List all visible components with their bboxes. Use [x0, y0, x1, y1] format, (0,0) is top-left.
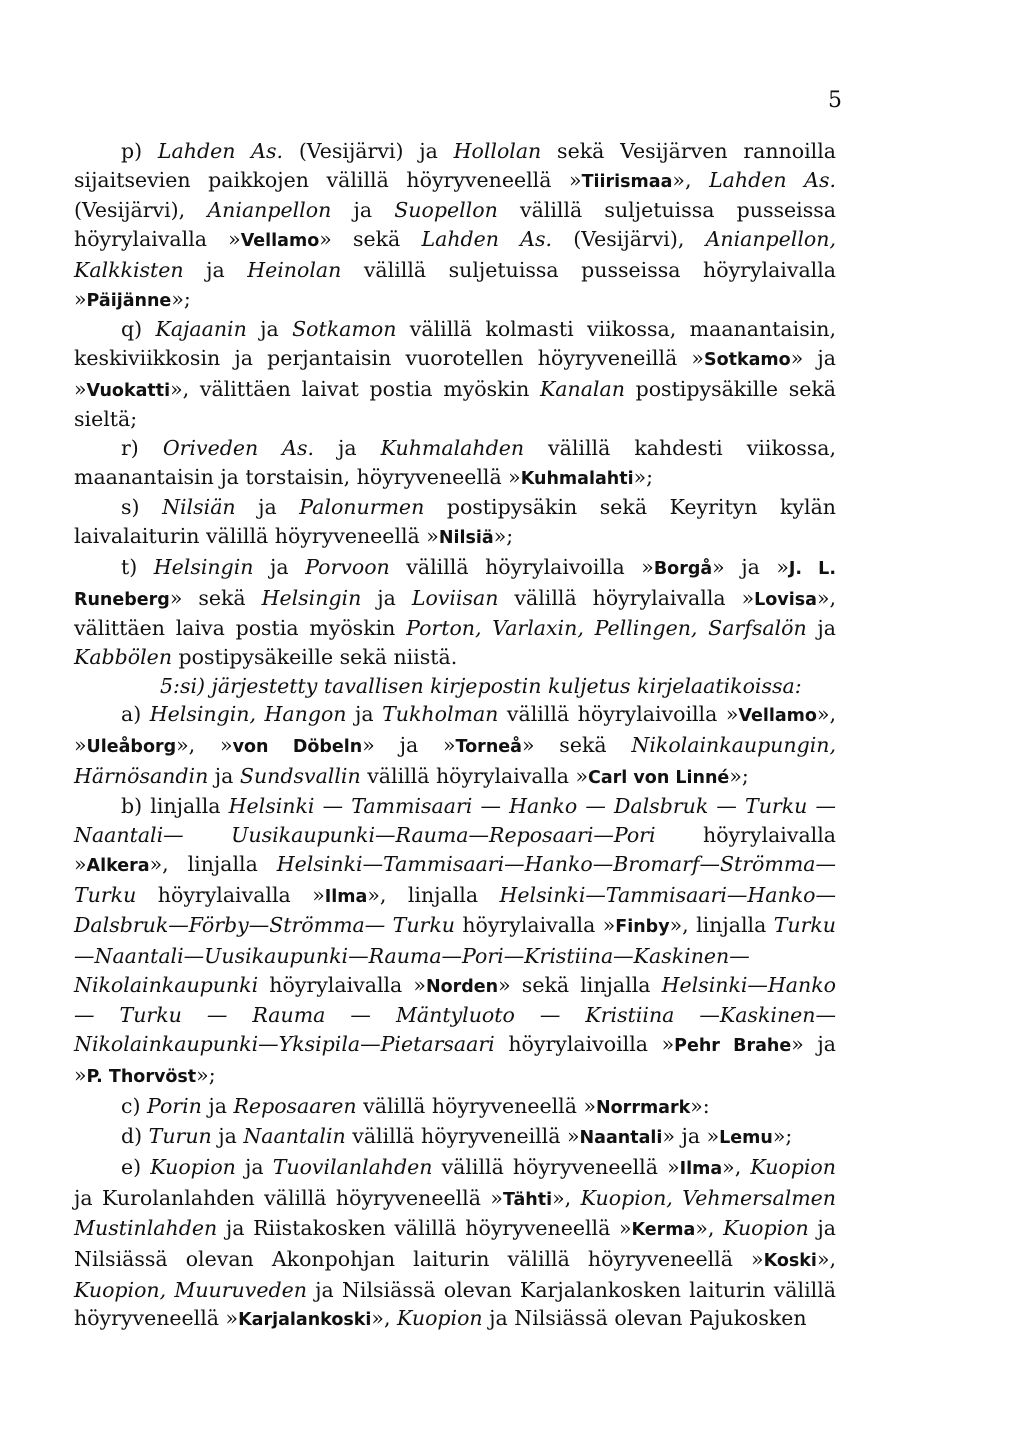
- text-run: (Vesijärvi),: [552, 227, 706, 252]
- text-run: ja: [201, 1093, 234, 1118]
- text-run: ja Riistakosken välillä höyryveneellä »: [217, 1216, 632, 1241]
- vessel-name: Pehr Brahe: [674, 1036, 792, 1057]
- text-run: ja: [246, 317, 293, 342]
- vessel-name: Tiirismaa: [581, 171, 673, 192]
- place-name: Kajaanin: [155, 317, 247, 342]
- place-name: Helsingin: [261, 585, 362, 610]
- text-run: c): [121, 1093, 147, 1118]
- vessel-name: Borgå: [653, 558, 713, 579]
- place-name: Helsingin: [153, 554, 254, 579]
- vessel-name: Koski: [763, 1251, 817, 1272]
- text-run: välillä kolmasti viikossa, maanantaisin, keskiviikkosin ja perjantaisin vuorotellen höyryveneillä »: [74, 317, 836, 370]
- paragraph: [74, 493, 836, 552]
- text-run: välillä suljetuissa pusseissa höyrylaivalla »: [74, 198, 836, 252]
- vessel-name: P. Thorvöst: [86, 1066, 197, 1087]
- text-run: » ja »: [74, 345, 837, 401]
- text-run: välillä höyrylaivoilla »: [498, 702, 739, 727]
- place-name: Kuopion: [397, 1306, 483, 1331]
- text-run: ja: [346, 702, 383, 727]
- text-run: », linjalla: [669, 913, 774, 938]
- text-run: s): [121, 495, 163, 520]
- place-name: Helsinki — Tammisaari — Hanko — Dalsbruk — Turku — Naantali— Uusikaupunki—Rauma—Reposaari—Pori: [74, 794, 836, 848]
- text-run: »,: [722, 1154, 751, 1179]
- text-run: ja: [331, 198, 395, 223]
- place-name: Kuopion, Muuruveden: [74, 1277, 307, 1302]
- text-run: välillä höyryveneellä »: [356, 1093, 597, 1118]
- text-run: », välittäen laiva postia myöskin: [74, 585, 836, 641]
- vessel-name: Vellamo: [240, 231, 320, 252]
- text-run: », välittäen laivat postia myöskin: [170, 376, 540, 401]
- text-run: »;: [171, 286, 191, 311]
- vessel-name: Norrmark: [596, 1097, 691, 1118]
- place-name: Lahden As.: [157, 139, 284, 163]
- text-run: höyrylaivalla »: [258, 972, 426, 997]
- place-name: Lahden As.: [421, 227, 553, 252]
- place-name: Helsinki—Tammisaari—Hanko—Bromarf—Strömma—Turku: [74, 851, 836, 907]
- vessel-name: Kuhmalahti: [520, 468, 634, 489]
- text-run: välillä suljetuissa pusseissa höyrylaivalla »: [74, 257, 836, 311]
- text-run: »:: [690, 1093, 710, 1118]
- text-run: postipysäkin sekä Keyrityn kylän laivalaiturin välillä höyryveneellä »: [74, 495, 836, 549]
- vessel-name: Torneå: [455, 737, 522, 758]
- text-run: », linjalla: [367, 882, 500, 907]
- text-run: », linjalla: [149, 851, 277, 876]
- text-run: a): [121, 702, 150, 727]
- text-run: d): [121, 1124, 149, 1149]
- place-name: Lahden As.: [709, 167, 836, 192]
- vessel-name: Kerma: [631, 1220, 696, 1241]
- place-name: Helsinki—Tammisaari—Hanko—Dalsbruk—Förby—Strömma— Turku: [74, 882, 836, 938]
- text-run: höyrylaivalla »: [136, 882, 325, 907]
- text-run: »;: [729, 763, 749, 788]
- place-name: Palonurmen: [299, 495, 425, 520]
- text-run: t): [121, 554, 154, 579]
- vessel-name: Uleåborg: [86, 737, 177, 758]
- vessel-name: Sotkamo: [703, 349, 791, 370]
- place-name: Helsingin, Hangon: [149, 702, 347, 727]
- text-run: »,: [552, 1185, 581, 1210]
- vessel-name: Norden: [425, 976, 499, 997]
- vessel-name: Karjalankoski: [238, 1310, 372, 1331]
- place-name: Hollolan: [453, 139, 542, 163]
- vessel-name: Lovisa: [754, 589, 817, 610]
- text-run: (Vesijärvi) ja: [283, 139, 454, 163]
- vessel-name: J. L. Runeberg: [74, 558, 836, 610]
- text-run: »;: [196, 1062, 216, 1087]
- vessel-name: Päijänne: [86, 290, 172, 311]
- text-run: », »: [176, 733, 233, 758]
- place-name: Reposaaren: [233, 1093, 357, 1118]
- vessel-name: von Döbeln: [232, 737, 363, 758]
- text-run: »,: [672, 167, 710, 192]
- place-name: Anianpellon: [207, 198, 332, 223]
- place-name: Nilsiän: [162, 495, 236, 520]
- paragraph: [74, 137, 836, 315]
- paragraph: [74, 792, 836, 1091]
- text-run: välillä höyryveneellä »: [432, 1154, 680, 1179]
- place-name: Nikolainkaupungin, Härnösandin: [74, 733, 836, 788]
- vessel-name: Vuokatti: [86, 380, 171, 401]
- text-run: » ja »: [712, 554, 789, 579]
- body-text: [74, 137, 836, 1335]
- place-name: Turun: [148, 1124, 212, 1149]
- place-name: Kabbölen: [74, 644, 173, 669]
- text-run: höyrylaivoilla »: [494, 1032, 675, 1057]
- place-name: Kuhmalahden: [380, 436, 525, 461]
- text-run: »,: [695, 1216, 724, 1241]
- text-run: välillä höyrylaivalla »: [360, 763, 589, 788]
- vessel-name: Ilma: [679, 1158, 723, 1179]
- paragraph: [74, 1122, 836, 1153]
- text-run: höyrylaivalla »: [454, 913, 616, 938]
- text-run: postipysäkeille sekä niistä.: [172, 644, 458, 669]
- vessel-name: Vellamo: [738, 706, 817, 727]
- vessel-name: Finby: [615, 917, 670, 938]
- place-name: Anianpellon, Kalkkisten: [74, 227, 836, 282]
- place-name: Kuopion: [723, 1216, 809, 1241]
- text-run: », »: [74, 702, 836, 758]
- paragraph: [74, 315, 836, 434]
- paragraph: [74, 700, 836, 792]
- place-name: Naantalin: [243, 1124, 346, 1149]
- text-run: » sekä: [319, 227, 422, 252]
- place-name: Oriveden As.: [162, 436, 315, 461]
- text-run: ja: [235, 1154, 273, 1179]
- text-run: postipysäkille sekä sieltä;: [74, 376, 837, 432]
- text-run: ja Kurolanlahden välillä höyryveneellä »: [74, 1185, 503, 1210]
- paragraph: [74, 1092, 836, 1123]
- place-name: Porvoon: [305, 554, 390, 579]
- text-run: (Vesijärvi),: [74, 198, 208, 223]
- paragraph: [74, 553, 836, 672]
- text-run: höyrylaivalla »: [74, 823, 836, 876]
- text-run: ja: [806, 616, 836, 641]
- text-run: »,: [371, 1306, 397, 1331]
- text-run: välillä kahdesti viikossa, maanantaisin ja torstaisin, höyryveneellä »: [74, 436, 836, 489]
- paragraph: [74, 1153, 836, 1335]
- paragraph: [74, 434, 836, 493]
- vessel-name: Carl von Linné: [588, 767, 730, 788]
- place-name: Helsinki—Hanko — Turku — Rauma — Mäntyluoto — Kristiina —Kaskinen—Nikolainkaupunki—Yksipila—Pietarsaari: [74, 972, 836, 1057]
- place-name: Suopellon: [394, 198, 498, 223]
- vessel-name: Alkera: [86, 855, 150, 876]
- text-run: ja: [361, 585, 412, 610]
- text-run: » ja »: [74, 1032, 836, 1087]
- text-run: »;: [633, 464, 654, 489]
- text-run: q): [121, 317, 156, 342]
- place-name: Kuopion: [150, 1154, 236, 1179]
- text-run: » sekä: [169, 585, 262, 610]
- text-run: ja Nilsiässä olevan Karjalankosken laiturin välillä höyryveneellä »: [74, 1277, 836, 1331]
- text-run: »,: [816, 1247, 836, 1272]
- text-run: p): [121, 139, 158, 163]
- place-name: 5:si) järjestetty tavallisen kirjepostin kuljetus kirjelaatikoissa:: [160, 673, 802, 698]
- text-run: » ja »: [362, 733, 456, 758]
- vessel-name: Ilma: [324, 886, 368, 907]
- text-run: välillä höyryveneillä »: [345, 1124, 580, 1149]
- place-name: Tukholman: [382, 702, 499, 727]
- section-heading: [74, 672, 836, 701]
- text-run: » sekä: [521, 733, 632, 758]
- text-run: e): [121, 1154, 151, 1179]
- place-name: Tuovilanlahden: [272, 1154, 433, 1179]
- place-name: Porton, Varlaxin, Pellingen, Sarfsalön: [406, 616, 807, 641]
- text-run: välillä höyrylaivalla »: [498, 585, 755, 610]
- text-run: ja Nilsiässä olevan Akonpohjan laiturin välillä höyryveneellä »: [74, 1216, 836, 1272]
- vessel-name: Lemu: [719, 1128, 773, 1149]
- place-name: Sundsvallin: [239, 763, 361, 788]
- text-run: »;: [772, 1124, 793, 1149]
- place-name: Turku —Naantali—Uusikaupunki—Rauma—Pori—Kristiina—Kaskinen—Nikolainkaupunki: [74, 913, 837, 997]
- vessel-name: Naantali: [579, 1128, 663, 1149]
- place-name: Kuopion, Vehmersalmen Mustinlahden: [74, 1185, 837, 1241]
- place-name: Heinolan: [247, 257, 342, 282]
- text-run: » ja »: [662, 1124, 720, 1149]
- text-run: ja: [235, 495, 300, 520]
- text-run: ja: [211, 1124, 244, 1149]
- text-run: sekä Vesijärven rannoilla sijaitsevien paikkojen välillä höyryveneellä »: [74, 139, 836, 192]
- place-name: Porin: [147, 1093, 202, 1118]
- text-run: ja: [208, 763, 240, 788]
- text-run: ja: [314, 436, 381, 461]
- text-run: »;: [493, 524, 514, 549]
- text-run: r): [121, 436, 163, 461]
- text-run: välillä höyrylaivoilla »: [389, 554, 654, 579]
- vessel-name: Nilsiä: [438, 528, 494, 549]
- text-run: b) linjalla: [121, 794, 229, 819]
- place-name: Kanalan: [539, 376, 625, 401]
- text-run: » sekä linjalla: [498, 972, 662, 997]
- place-name: Kuopion: [750, 1154, 836, 1179]
- place-name: Sotkamon: [292, 317, 397, 342]
- text-run: ja: [253, 554, 306, 579]
- text-run: ja Nilsiässä olevan Pajukosken: [482, 1306, 807, 1331]
- page-number: 5: [828, 88, 842, 113]
- text-run: ja: [183, 257, 248, 282]
- place-name: Loviisan: [411, 585, 499, 610]
- vessel-name: Tähti: [502, 1189, 553, 1210]
